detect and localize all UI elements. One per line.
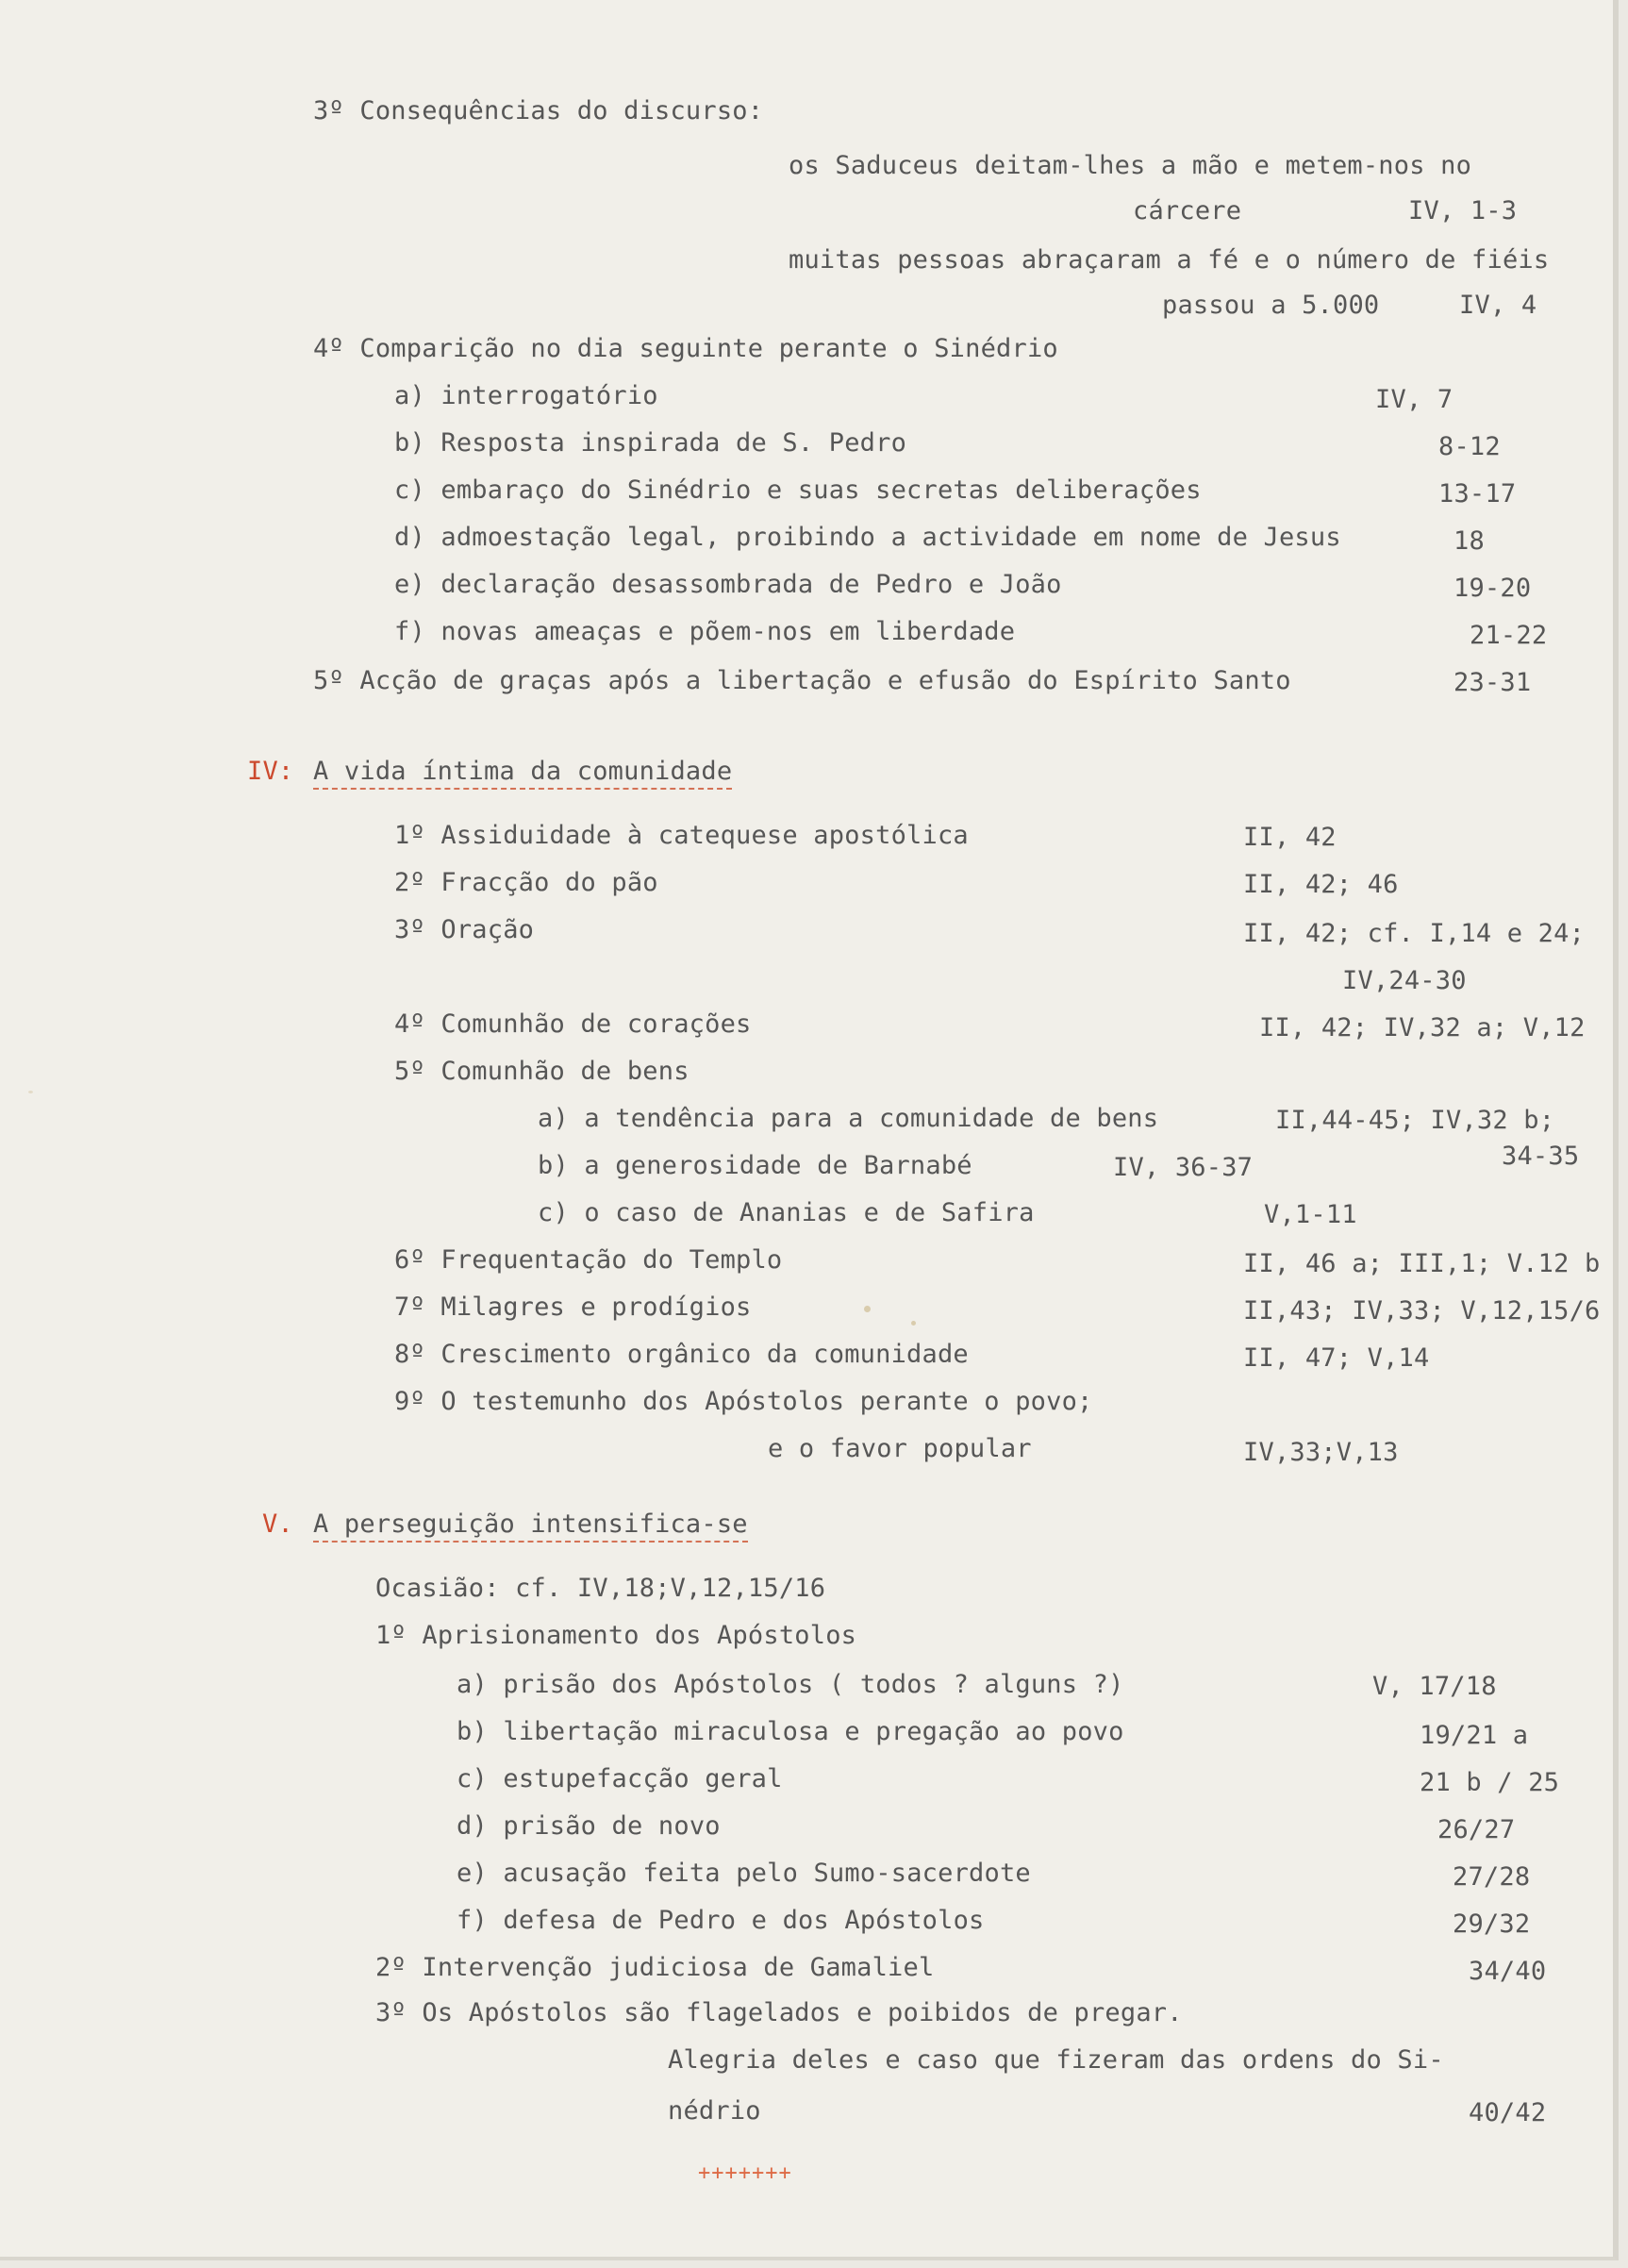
- section-4-item-b-ref: 8-12: [1438, 432, 1501, 461]
- paper-stain: [911, 1321, 916, 1326]
- section-4-item-e: e) declaração desassombrada de Pedro e João: [394, 570, 1062, 599]
- part-v-item-1-c: c) estupefacção geral: [457, 1764, 783, 1793]
- part-iv-item-5-b-ref: IV, 36-37: [1113, 1153, 1254, 1182]
- part-v-item-3-ref: 40/42: [1469, 2098, 1547, 2127]
- part-iv-item-5-c: c) o caso de Ananias e de Safira: [538, 1198, 1035, 1227]
- part-v-item-3-line-2: Alegria deles e caso que fizeram das ordens do Si-: [668, 2045, 1444, 2075]
- part-v-item-1-a-ref: V, 17/18: [1372, 1672, 1497, 1701]
- part-v-item-3-line-3: nédrio: [668, 2096, 761, 2126]
- part-v-item-1-d-ref: 26/27: [1437, 1815, 1516, 1844]
- part-iv-item-4: 4º Comunhão de corações: [394, 1009, 752, 1039]
- section-3-line-2: cárcere: [1133, 196, 1242, 225]
- section-3-line-4: passou a 5.000: [1162, 291, 1380, 320]
- part-iv-item-7: 7º Milagres e prodígios: [394, 1292, 752, 1322]
- part-iv-item-5-a-ref: II,44-45; IV,32 b;: [1275, 1106, 1555, 1135]
- part-iv-item-6: 6º Frequentação do Templo: [394, 1245, 783, 1275]
- part-iv-item-8: 8º Crescimento orgânico da comunidade: [394, 1340, 969, 1369]
- part-iv-item-5-c-ref: V,1-11: [1264, 1200, 1357, 1229]
- section-4-item-d-ref: 18: [1454, 526, 1485, 556]
- section-3-line-3: muitas pessoas abraçaram a fé e o número de fiéis: [789, 245, 1550, 275]
- part-iv-item-1-ref: II, 42: [1243, 823, 1337, 852]
- section-4-item-e-ref: 19-20: [1454, 574, 1532, 603]
- part-iv-item-6-ref: II, 46 a; III,1; V.12 b: [1243, 1249, 1601, 1278]
- part-v-item-1-e-ref: 27/28: [1453, 1862, 1531, 1892]
- section-4-item-f: f) novas ameaças e põem-nos em liberdade: [394, 617, 1016, 646]
- section-3-line-1: os Saduceus deitam-lhes a mão e metem-nos no: [789, 151, 1472, 180]
- part-iv-item-5: 5º Comunhão de bens: [394, 1057, 689, 1086]
- part-v-item-3: 3º Os Apóstolos são flagelados e poibidos de pregar.: [375, 1998, 1183, 2027]
- part-iv-item-5-a-ref-2: 34-35: [1502, 1142, 1580, 1171]
- section-3-title: 3º Consequências do discurso:: [313, 96, 764, 125]
- section-4-item-a-ref: IV, 7: [1375, 385, 1454, 414]
- section-4-title: 4º Comparição no dia seguinte perante o Sinédrio: [313, 334, 1058, 363]
- part-iv-item-3: 3º Oração: [394, 915, 535, 944]
- part-iv-item-3-ref: II, 42; cf. I,14 e 24;: [1243, 919, 1586, 948]
- part-v-item-1-f: f) defesa de Pedro e dos Apóstolos: [457, 1906, 985, 1935]
- part-v-title: A perseguição intensifica-se: [313, 1509, 748, 1543]
- part-iv-title: A vida íntima da comunidade: [313, 757, 732, 790]
- section-4-item-d: d) admoestação legal, proibindo a actividade em nome de Jesus: [394, 523, 1341, 552]
- part-v-item-2: 2º Intervenção judiciosa de Gamaliel: [375, 1953, 935, 1982]
- part-iv-item-9-line-2: e o favor popular: [768, 1434, 1032, 1463]
- part-v-item-1-c-ref: 21 b / 25: [1420, 1768, 1560, 1797]
- part-iv-item-5-b: b) a generosidade de Barnabé: [538, 1151, 972, 1180]
- part-v-item-1-b-ref: 19/21 a: [1420, 1721, 1529, 1750]
- paper-stain: [28, 1091, 33, 1093]
- part-iv-item-5-a: a) a tendência para a comunidade de bens: [538, 1104, 1159, 1133]
- section-3-line-4-ref: IV, 4: [1459, 291, 1537, 320]
- part-iv-item-8-ref: II, 47; V,14: [1243, 1343, 1430, 1373]
- part-iv-item-1: 1º Assiduidade à catequese apostólica: [394, 821, 969, 850]
- section-4-item-f-ref: 21-22: [1470, 621, 1548, 650]
- paper-stain: [864, 1306, 871, 1312]
- section-5-title: 5º Acção de graças após a libertação e efusão do Espírito Santo: [313, 666, 1291, 695]
- section-5-ref: 23-31: [1454, 668, 1532, 697]
- part-iv-item-7-ref: II,43; IV,33; V,12,15/6: [1243, 1296, 1601, 1326]
- part-iv-item-2: 2º Fracção do pão: [394, 868, 658, 897]
- part-v-item-1-a: a) prisão dos Apóstolos ( todos ? alguns ?): [457, 1670, 1124, 1699]
- part-iv-item-2-ref: II, 42; 46: [1243, 870, 1399, 899]
- part-iv-item-9-ref: IV,33;V,13: [1243, 1438, 1399, 1467]
- section-4-item-c: c) embaraço do Sinédrio e suas secretas deliberações: [394, 475, 1202, 505]
- part-v-item-1-d: d) prisão de novo: [457, 1811, 721, 1841]
- part-iv-item-4-ref: II, 42; IV,32 a; V,12: [1259, 1013, 1586, 1042]
- part-iv-item-3-ref-2: IV,24-30: [1342, 966, 1467, 995]
- part-iv-number: IV:: [247, 757, 294, 786]
- part-v-item-1-f-ref: 29/32: [1453, 1909, 1531, 1939]
- section-4-item-b: b) Resposta inspirada de S. Pedro: [394, 428, 907, 458]
- section-4-item-a: a) interrogatório: [394, 381, 658, 410]
- part-v-number: V.: [262, 1509, 293, 1539]
- part-v-item-1: 1º Aprisionamento dos Apóstolos: [375, 1621, 857, 1650]
- part-v-item-1-e: e) acusação feita pelo Sumo-sacerdote: [457, 1859, 1031, 1888]
- part-v-occasion: Ocasião: cf. IV,18;V,12,15/16: [375, 1574, 826, 1603]
- part-v-item-1-b: b) libertação miraculosa e pregação ao povo: [457, 1717, 1124, 1746]
- part-v-item-2-ref: 34/40: [1469, 1957, 1547, 1986]
- section-4-item-c-ref: 13-17: [1438, 479, 1517, 509]
- end-mark: +++++++: [698, 2161, 792, 2185]
- section-3-line-2-ref: IV, 1-3: [1408, 196, 1518, 225]
- part-iv-item-9: 9º O testemunho dos Apóstolos perante o povo;: [394, 1387, 1093, 1416]
